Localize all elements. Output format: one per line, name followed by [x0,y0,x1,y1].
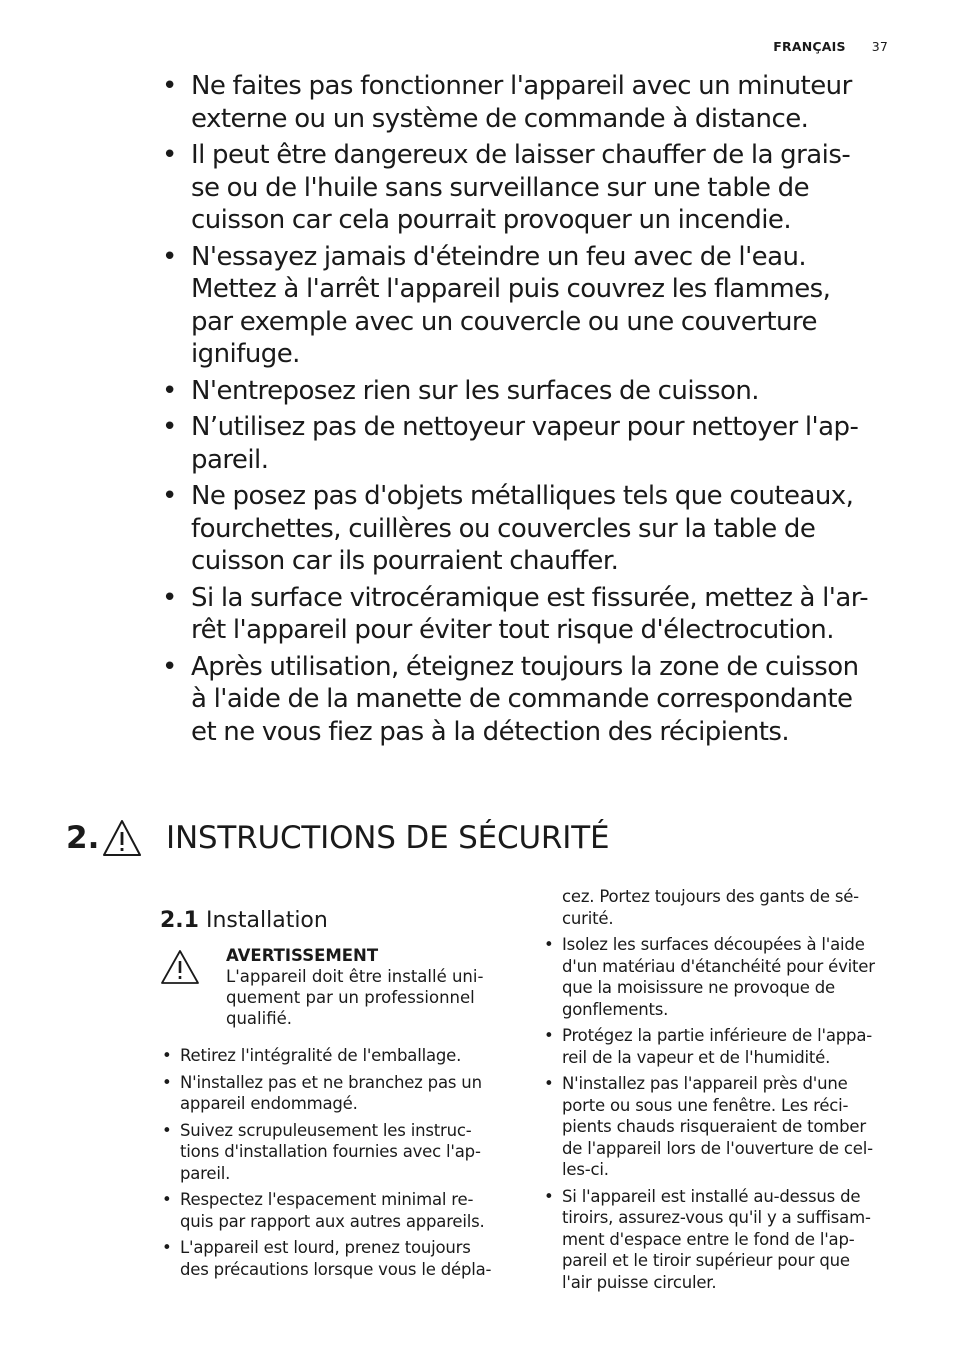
list-item [160,651,900,749]
list-item-text [191,480,900,578]
text-line: pareil et le tiroir supérieur pour que [562,1251,850,1270]
list-item [542,1025,902,1068]
text-line: pareil. [180,1163,231,1183]
list-item [160,1072,520,1115]
text-line: externe ou un système de commande à distance. [191,103,809,134]
text-line: fourchettes, cuillères ou couvercles sur la table de [191,513,816,544]
list-item-text [191,651,900,749]
text-line: Isolez les surfaces découpées à l'aide [562,935,865,954]
bullet-icon: • [544,1074,554,1093]
bullet-icon: • [544,1026,554,1045]
bullet-icon: • [544,1186,554,1206]
installation-list-right [542,934,902,1293]
text-line: cuisson car ils pourraient chauffer. [191,546,619,576]
text-line: et ne vous fiez pas à la détection des récipients. [191,716,790,747]
text-line: d'un matériau d'étanchéité pour éviter [562,956,875,976]
list-item-text [562,1025,902,1068]
installation-list-left [160,1045,520,1280]
list-item [160,1045,520,1067]
list-item-text [180,1189,520,1232]
bullet-icon: • [162,1238,172,1257]
warning-icon [160,949,200,985]
text-line: Suivez scrupuleusement les instruc- [180,1120,472,1140]
bullet-icon: • [162,1072,172,1092]
list-item [160,1189,520,1232]
warning-title: AVERTISSEMENT [226,946,379,965]
bullet-icon: • [162,241,177,272]
text-line: Ne faites pas fonctionner l'appareil avec un minuteur [191,71,852,101]
list-item-text [191,241,900,371]
list-item [160,582,900,647]
bullet-icon: • [162,582,177,613]
header-language: FRANÇAIS [773,39,846,54]
subsection-heading [160,908,520,933]
list-item-text [191,70,900,135]
list-item [160,70,900,135]
list-item-text [180,1120,520,1185]
text-line: par exemple avec un couvercle ou une couverture [191,306,817,337]
page-header [773,39,888,54]
section-number: 2. [66,820,100,856]
list-item-text [191,139,900,237]
text-line: Mettez à l'arrêt l'appareil puis couvrez les flammes, [191,274,831,304]
bullet-icon: • [544,935,554,954]
text-line: cuisson car cela pourrait provoquer un incendie. [191,205,792,235]
bullet-icon: • [162,651,177,682]
text-line: rêt l'appareil pour éviter tout risque d'électrocution. [191,615,834,645]
text-line: pients chauds risqueraient de tomber [562,1117,866,1136]
bullet-icon: • [162,1190,172,1209]
text-line: les-ci. [562,1160,609,1179]
text-line: se ou de l'huile sans surveillance sur une table de [191,172,810,203]
text-line: L'appareil est lourd, prenez toujours [180,1238,471,1257]
safety-list [160,70,900,752]
list-item [160,241,900,371]
bullet-icon: • [162,412,177,442]
text-line: Respectez l'espacement minimal re- [180,1190,474,1209]
text-line: à l'aide de la manette de commande correspondante [191,684,853,714]
text-line: l'air puisse circuler. [562,1272,717,1292]
bullet-icon: • [162,140,177,170]
list-item [542,1073,902,1181]
page-number: 37 [871,39,888,54]
text-line: tiroirs, assurez-vous qu'il y a suffisam- [562,1208,871,1227]
warning-icon [102,818,142,858]
text-line: que la moisissure ne provoque de [562,978,835,997]
list-item [160,411,900,476]
bullet-icon: • [162,1046,172,1065]
text-line: L'appareil doit être installé uni- [226,967,484,986]
text-line: reil de la vapeur et de l'humidité. [562,1047,831,1067]
list-item [542,934,902,1020]
text-line: gonflements. [562,999,669,1019]
text-line: ignifuge. [191,339,300,369]
section-title: INSTRUCTIONS DE SÉCURITÉ [166,820,610,856]
list-item [160,1120,520,1185]
list-item-text [562,1073,902,1181]
right-column [542,886,902,1298]
list-item-text [191,375,900,408]
bullet-icon: • [162,481,177,511]
text-line: Retirez l'intégralité de l'emballage. [180,1046,462,1065]
text-line: des précautions lorsque vous le dépla- [180,1259,492,1279]
text-line: cez. Portez toujours des gants de sé- [562,887,859,906]
list-item-text [191,582,900,647]
bullet-icon: • [162,1120,172,1140]
list-item-text [562,934,902,1020]
text-line: appareil endommagé. [180,1094,358,1113]
text-line: N'installez pas l'appareil près d'une [562,1074,848,1093]
list-item [160,1237,520,1280]
continued-text [542,886,902,929]
text-line: Il peut être dangereux de laisser chauffer de la grais- [191,140,851,170]
subsection-number: 2.1 [160,908,199,933]
list-item-text [180,1045,520,1067]
text-line: qualifié. [226,1009,292,1028]
text-line: tions d'installation fournies avec l'ap- [180,1142,481,1161]
section-heading [66,816,609,860]
text-line: N'installez pas et ne branchez pas un [180,1072,482,1092]
list-item-text [562,1186,902,1294]
text-line: pareil. [191,444,269,475]
bullet-icon: • [162,71,177,101]
text-line: Si la surface vitrocéramique est fissurée, mettez à l'ar- [191,582,869,613]
text-line: Après utilisation, éteignez toujours la zone de cuisson [191,651,859,682]
text-line: quement par un professionnel [226,988,475,1007]
text-line: Si l'appareil est installé au-dessus de [562,1186,861,1206]
list-item [542,1186,902,1294]
list-item [160,480,900,578]
list-item [160,375,900,408]
text-line: Protégez la partie inférieure de l'appa- [562,1026,872,1045]
text-line: quis par rapport aux autres appareils. [180,1211,485,1231]
text-line: curité. [562,908,614,928]
bullet-icon: • [162,375,177,406]
subsection-title: Installation [205,908,328,933]
list-item-text [180,1072,520,1115]
warning-box [160,945,520,1029]
list-item-text [180,1237,520,1280]
text-line: ment d'espace entre le fond de l'ap- [562,1229,855,1249]
list-item-text [191,411,900,476]
text-line: N'essayez jamais d'éteindre un feu avec de l'eau. [191,241,807,272]
text-line: N’utilisez pas de nettoyeur vapeur pour nettoyer l'ap- [191,412,859,442]
warning-text [226,966,520,1029]
text-line: porte ou sous une fenêtre. Les réci- [562,1095,849,1115]
left-column [160,908,520,1285]
list-item [160,139,900,237]
text-line: de l'appareil lors de l'ouverture de cel- [562,1138,873,1158]
text-line: Ne posez pas d'objets métalliques tels que couteaux, [191,481,854,511]
text-line: N'entreposez rien sur les surfaces de cuisson. [191,375,760,406]
